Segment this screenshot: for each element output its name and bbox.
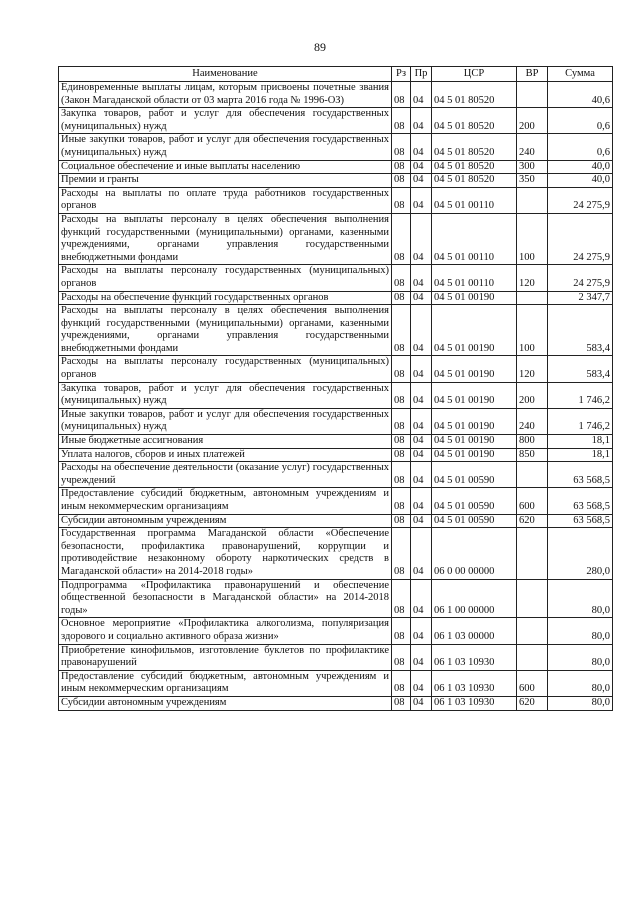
cell-sum: 40,0	[548, 174, 613, 188]
header-rz: Рз	[392, 67, 411, 82]
page-number: 89	[314, 40, 326, 54]
table-row	[59, 528, 613, 579]
cell-csr: 04 5 01 80520	[432, 160, 517, 174]
cell-rz: 08	[392, 696, 411, 710]
cell-sum: 583,4	[548, 356, 613, 382]
budget-table	[58, 66, 613, 711]
cell-pr: 04	[411, 134, 432, 160]
cell-pr: 04	[411, 291, 432, 305]
table-row	[59, 644, 613, 670]
cell-sum: 24 275,9	[548, 213, 613, 264]
cell-name: Приобретение кинофильмов, изготовление буклетов по профилактике правонарушений	[59, 644, 392, 670]
cell-sum: 18,1	[548, 448, 613, 462]
cell-vr	[517, 82, 548, 108]
cell-csr: 04 5 01 00190	[432, 435, 517, 449]
cell-name: Расходы на обеспечение деятельности (оказание услуг) государственных учреждений	[59, 462, 392, 488]
cell-csr: 04 5 01 00190	[432, 291, 517, 305]
cell-rz: 08	[392, 305, 411, 356]
cell-vr	[517, 291, 548, 305]
cell-sum: 1 746,2	[548, 382, 613, 408]
cell-sum: 0,6	[548, 108, 613, 134]
cell-csr: 06 1 03 10930	[432, 644, 517, 670]
cell-csr: 04 5 01 00190	[432, 448, 517, 462]
table-row	[59, 213, 613, 264]
cell-sum: 80,0	[548, 579, 613, 618]
cell-rz: 08	[392, 187, 411, 213]
cell-rz: 08	[392, 213, 411, 264]
cell-rz: 08	[392, 108, 411, 134]
cell-rz: 08	[392, 528, 411, 579]
cell-vr	[517, 187, 548, 213]
cell-pr: 04	[411, 108, 432, 134]
cell-pr: 04	[411, 644, 432, 670]
cell-vr	[517, 579, 548, 618]
table-row	[59, 514, 613, 528]
cell-rz: 08	[392, 488, 411, 514]
cell-csr: 04 5 01 80520	[432, 82, 517, 108]
cell-sum: 18,1	[548, 435, 613, 449]
cell-name: Расходы на выплаты персоналу в целях обеспечения выполнения функций государственными (муниципальными) органами, казенными учреждениями, органами управления государственными внебюджетными фондами	[59, 213, 392, 264]
cell-sum: 63 568,5	[548, 488, 613, 514]
cell-pr: 04	[411, 514, 432, 528]
cell-rz: 08	[392, 356, 411, 382]
cell-sum: 63 568,5	[548, 462, 613, 488]
cell-vr: 800	[517, 435, 548, 449]
cell-vr: 300	[517, 160, 548, 174]
table-row	[59, 174, 613, 188]
cell-pr: 04	[411, 213, 432, 264]
cell-name: Субсидии автономным учреждениям	[59, 696, 392, 710]
cell-csr: 04 5 01 00110	[432, 213, 517, 264]
cell-vr: 620	[517, 514, 548, 528]
cell-vr: 120	[517, 265, 548, 291]
table-row	[59, 305, 613, 356]
table-row	[59, 618, 613, 644]
cell-sum: 40,6	[548, 82, 613, 108]
header-name: Наименование	[59, 67, 392, 82]
cell-name: Предоставление субсидий бюджетным, автономным учреждениям и иным некоммерческим организациям	[59, 488, 392, 514]
cell-csr: 04 5 01 00110	[432, 265, 517, 291]
cell-csr: 06 0 00 00000	[432, 528, 517, 579]
cell-pr: 04	[411, 670, 432, 696]
table-row	[59, 670, 613, 696]
cell-vr: 100	[517, 305, 548, 356]
cell-csr: 04 5 01 80520	[432, 134, 517, 160]
cell-rz: 08	[392, 618, 411, 644]
header-vr: ВР	[517, 67, 548, 82]
cell-rz: 08	[392, 462, 411, 488]
cell-pr: 04	[411, 82, 432, 108]
cell-csr: 04 5 01 00110	[432, 187, 517, 213]
cell-csr: 04 5 01 00590	[432, 514, 517, 528]
cell-csr: 04 5 01 00590	[432, 488, 517, 514]
cell-csr: 04 5 01 80520	[432, 174, 517, 188]
cell-vr: 850	[517, 448, 548, 462]
table-row	[59, 108, 613, 134]
cell-pr: 04	[411, 382, 432, 408]
cell-rz: 08	[392, 644, 411, 670]
table-header-row	[59, 67, 613, 82]
cell-pr: 04	[411, 435, 432, 449]
cell-sum: 280,0	[548, 528, 613, 579]
cell-vr: 620	[517, 696, 548, 710]
cell-sum: 583,4	[548, 305, 613, 356]
cell-csr: 06 1 03 10930	[432, 696, 517, 710]
cell-csr: 04 5 01 00190	[432, 408, 517, 434]
cell-vr	[517, 462, 548, 488]
table-row	[59, 579, 613, 618]
cell-vr: 120	[517, 356, 548, 382]
cell-pr: 04	[411, 265, 432, 291]
cell-pr: 04	[411, 305, 432, 356]
table-row	[59, 462, 613, 488]
table-row	[59, 382, 613, 408]
cell-name: Премии и гранты	[59, 174, 392, 188]
cell-pr: 04	[411, 462, 432, 488]
cell-pr: 04	[411, 160, 432, 174]
cell-name: Подпрограмма «Профилактика правонарушений и обеспечение общественной безопасности в Магаданской области» на 2014-2018 годы»	[59, 579, 392, 618]
cell-sum: 0,6	[548, 134, 613, 160]
cell-sum: 40,0	[548, 160, 613, 174]
cell-sum: 24 275,9	[548, 265, 613, 291]
cell-sum: 80,0	[548, 644, 613, 670]
cell-rz: 08	[392, 382, 411, 408]
cell-rz: 08	[392, 670, 411, 696]
cell-rz: 08	[392, 82, 411, 108]
cell-pr: 04	[411, 579, 432, 618]
cell-name: Государственная программа Магаданской области «Обеспечение безопасности, профилактика правонарушений, коррупции и противодействие незаконному обороту наркотических средств в Магаданской области» на 2014-2018 годы»	[59, 528, 392, 579]
cell-name: Основное мероприятие «Профилактика алкоголизма, популяризация здорового и социально активного образа жизни»	[59, 618, 392, 644]
cell-sum: 24 275,9	[548, 187, 613, 213]
cell-pr: 04	[411, 528, 432, 579]
table-row	[59, 160, 613, 174]
cell-sum: 80,0	[548, 670, 613, 696]
cell-vr: 200	[517, 382, 548, 408]
cell-csr: 04 5 01 80520	[432, 108, 517, 134]
cell-vr: 200	[517, 108, 548, 134]
cell-name: Иные бюджетные ассигнования	[59, 435, 392, 449]
cell-vr: 240	[517, 408, 548, 434]
cell-csr: 04 5 01 00190	[432, 356, 517, 382]
table-row	[59, 448, 613, 462]
cell-pr: 04	[411, 187, 432, 213]
cell-sum: 1 746,2	[548, 408, 613, 434]
cell-vr: 100	[517, 213, 548, 264]
cell-pr: 04	[411, 408, 432, 434]
cell-csr: 06 1 03 00000	[432, 618, 517, 644]
cell-rz: 08	[392, 448, 411, 462]
cell-vr	[517, 618, 548, 644]
table-row	[59, 408, 613, 434]
cell-name: Субсидии автономным учреждениям	[59, 514, 392, 528]
cell-rz: 08	[392, 160, 411, 174]
cell-rz: 08	[392, 579, 411, 618]
table-row	[59, 265, 613, 291]
cell-rz: 08	[392, 134, 411, 160]
table-row	[59, 696, 613, 710]
header-pr: Пр	[411, 67, 432, 82]
cell-vr	[517, 644, 548, 670]
cell-vr	[517, 528, 548, 579]
table-row	[59, 134, 613, 160]
cell-pr: 04	[411, 618, 432, 644]
table-row	[59, 187, 613, 213]
cell-csr: 06 1 03 10930	[432, 670, 517, 696]
cell-name: Расходы на выплаты по оплате труда работников государственных органов	[59, 187, 392, 213]
table-body	[59, 82, 613, 711]
table-row	[59, 356, 613, 382]
cell-sum: 2 347,7	[548, 291, 613, 305]
table-row	[59, 291, 613, 305]
cell-rz: 08	[392, 174, 411, 188]
cell-name: Расходы на выплаты персоналу государственных (муниципальных) органов	[59, 356, 392, 382]
cell-rz: 08	[392, 291, 411, 305]
cell-csr: 04 5 01 00190	[432, 305, 517, 356]
cell-csr: 04 5 01 00190	[432, 382, 517, 408]
cell-sum: 63 568,5	[548, 514, 613, 528]
cell-csr: 04 5 01 00590	[432, 462, 517, 488]
cell-name: Закупка товаров, работ и услуг для обеспечения государственных (муниципальных) нужд	[59, 108, 392, 134]
cell-name: Уплата налогов, сборов и иных платежей	[59, 448, 392, 462]
cell-sum: 80,0	[548, 618, 613, 644]
cell-rz: 08	[392, 265, 411, 291]
cell-pr: 04	[411, 174, 432, 188]
cell-rz: 08	[392, 408, 411, 434]
cell-name: Расходы на выплаты персоналу в целях обеспечения выполнения функций государственными (муниципальными) органами, казенными учреждениями, органами управления государственными внебюджетными фондами	[59, 305, 392, 356]
header-sum: Сумма	[548, 67, 613, 82]
table-row	[59, 435, 613, 449]
cell-name: Иные закупки товаров, работ и услуг для обеспечения государственных (муниципальных) нужд	[59, 134, 392, 160]
cell-name: Расходы на выплаты персоналу государственных (муниципальных) органов	[59, 265, 392, 291]
cell-pr: 04	[411, 696, 432, 710]
cell-pr: 04	[411, 488, 432, 514]
cell-vr: 350	[517, 174, 548, 188]
cell-rz: 08	[392, 435, 411, 449]
cell-name: Закупка товаров, работ и услуг для обеспечения государственных (муниципальных) нужд	[59, 382, 392, 408]
cell-name: Иные закупки товаров, работ и услуг для обеспечения государственных (муниципальных) нужд	[59, 408, 392, 434]
cell-pr: 04	[411, 448, 432, 462]
header-csr: ЦСР	[432, 67, 517, 82]
cell-sum: 80,0	[548, 696, 613, 710]
cell-csr: 06 1 00 00000	[432, 579, 517, 618]
cell-vr: 600	[517, 488, 548, 514]
cell-name: Предоставление субсидий бюджетным, автономным учреждениям и иным некоммерческим организациям	[59, 670, 392, 696]
table-row	[59, 82, 613, 108]
cell-name: Единовременные выплаты лицам, которым присвоены почетные звания (Закон Магаданской области от 03 марта 2016 года № 1996-ОЗ)	[59, 82, 392, 108]
cell-name: Социальное обеспечение и иные выплаты населению	[59, 160, 392, 174]
cell-name: Расходы на обеспечение функций государственных органов	[59, 291, 392, 305]
table-row	[59, 488, 613, 514]
cell-rz: 08	[392, 514, 411, 528]
cell-vr: 600	[517, 670, 548, 696]
cell-pr: 04	[411, 356, 432, 382]
cell-vr: 240	[517, 134, 548, 160]
